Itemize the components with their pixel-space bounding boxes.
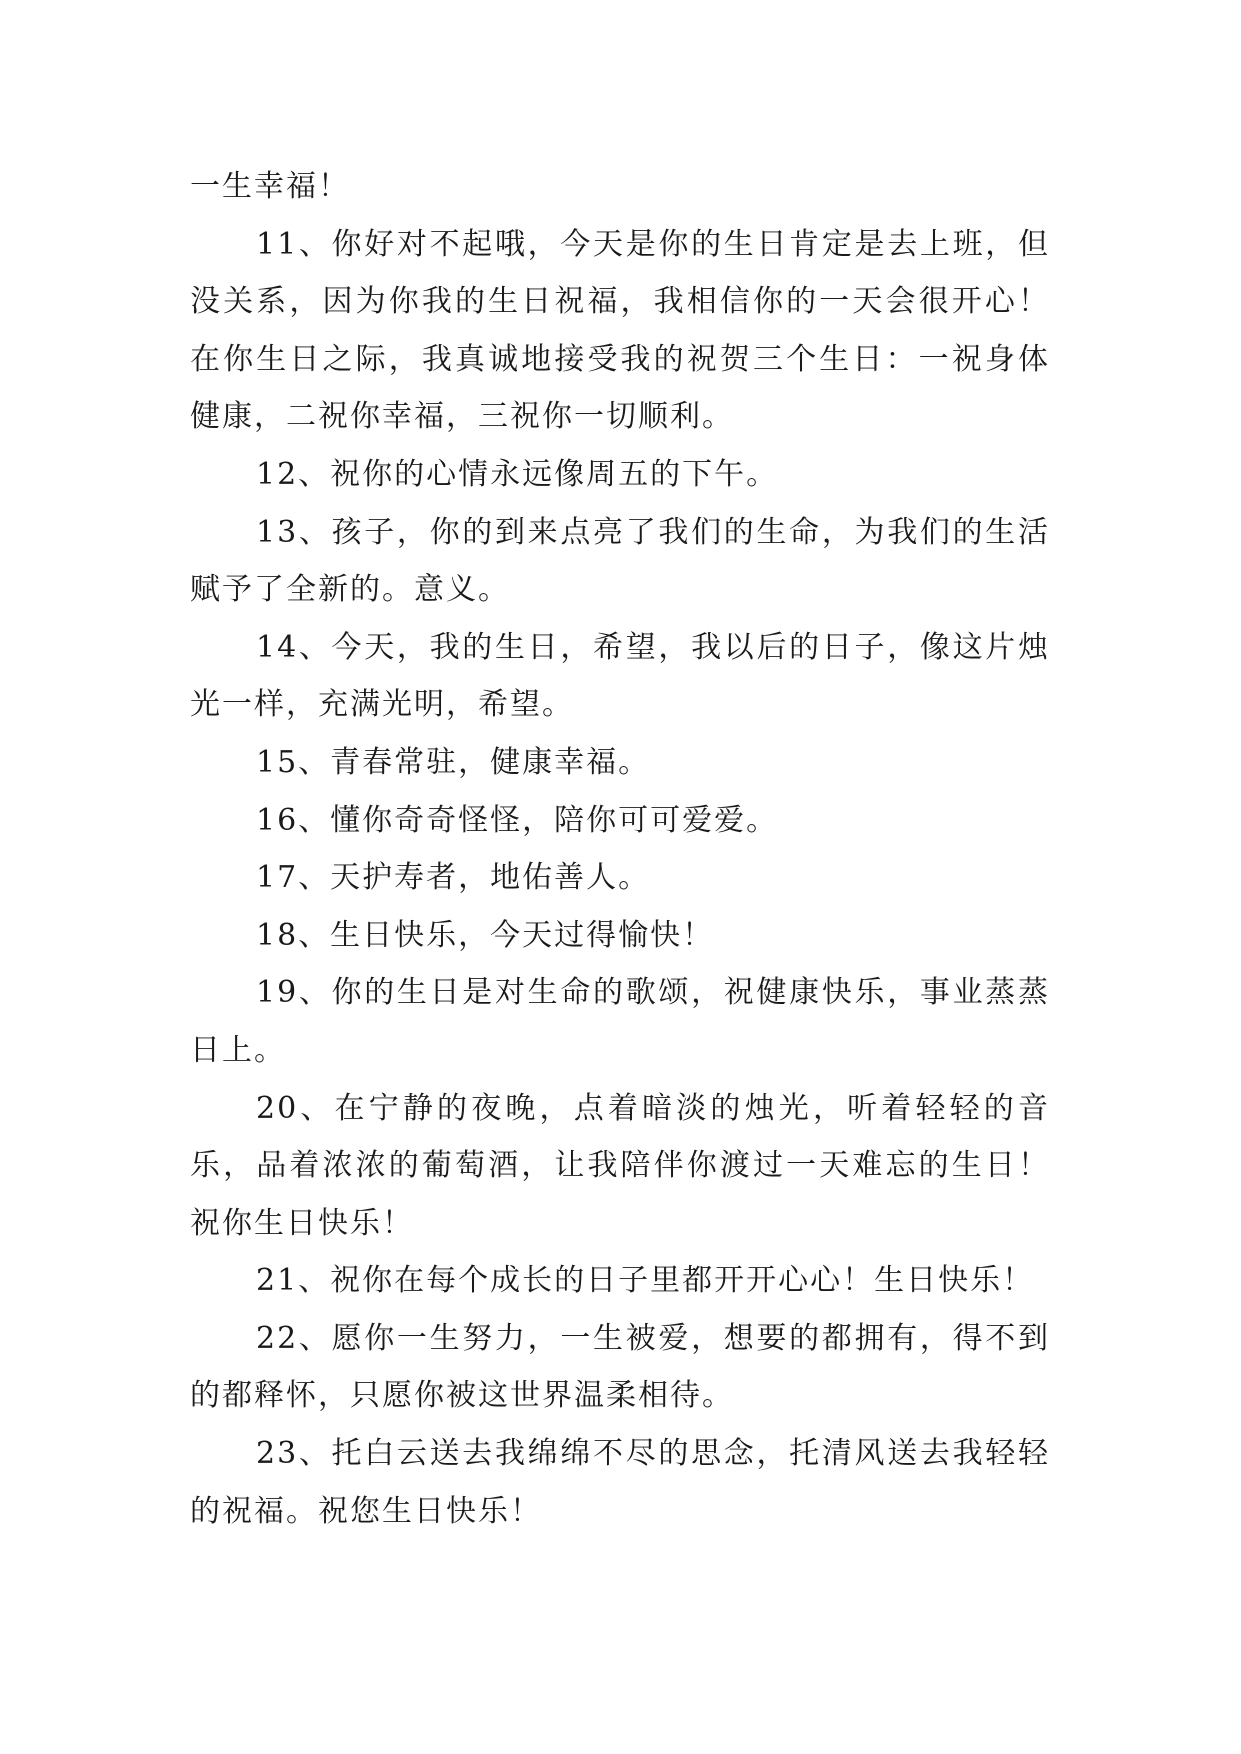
paragraph-20: 20、在宁静的夜晚，点着暗淡的烛光，听着轻轻的音乐，品着浓浓的葡萄酒，让我陪伴你渡过一天难忘的生日！祝你生日快乐！ xyxy=(190,1090,1050,1241)
paragraph-22: 22、愿你一生努力，一生被爱，想要的都拥有，得不到的都释怀，只愿你被这世界温柔相待。 xyxy=(190,1320,1050,1414)
paragraph-23: 23、托白云送去我绵绵不尽的思念，托清风送去我轻轻的祝福。祝您生日快乐！ xyxy=(190,1436,1050,1529)
paragraph-17: 17、天护寿者，地佑善人。 xyxy=(256,860,651,896)
paragraph-12: 12、祝你的心情永远像周五的下午。 xyxy=(256,456,779,492)
paragraph-11: 11、你好对不起哦，今天是你的生日肯定是去上班，但没关系，因为你我的生日祝福，我相信你的一天会很开心！在你生日之际，我真诚地接受我的祝贺三个生日：一祝身体健康，二祝你幸福，三祝你一切顺利。 xyxy=(190,226,1050,435)
paragraph-continuation: 一生幸福！ xyxy=(190,169,350,204)
paragraph-13: 13、孩子，你的到来点亮了我们的生命，为我们的生活赋予了全新的。意义。 xyxy=(190,514,1050,608)
paragraph-19: 19、你的生日是对生命的歌颂，祝健康快乐，事业蒸蒸日上。 xyxy=(190,975,1050,1068)
paragraph-18: 18、生日快乐，今天过得愉快！ xyxy=(256,917,715,953)
paragraph-15: 15、青春常驻，健康幸福。 xyxy=(256,744,651,780)
paragraph-16: 16、懂你奇奇怪怪，陪你可可爱爱。 xyxy=(256,802,779,838)
document-body xyxy=(190,158,1050,1540)
paragraph-21: 21、祝你在每个成长的日子里都开开心心！生日快乐！ xyxy=(256,1263,1035,1299)
paragraph-14: 14、今天，我的生日，希望，我以后的日子，像这片烛光一样，充满光明，希望。 xyxy=(190,629,1050,723)
